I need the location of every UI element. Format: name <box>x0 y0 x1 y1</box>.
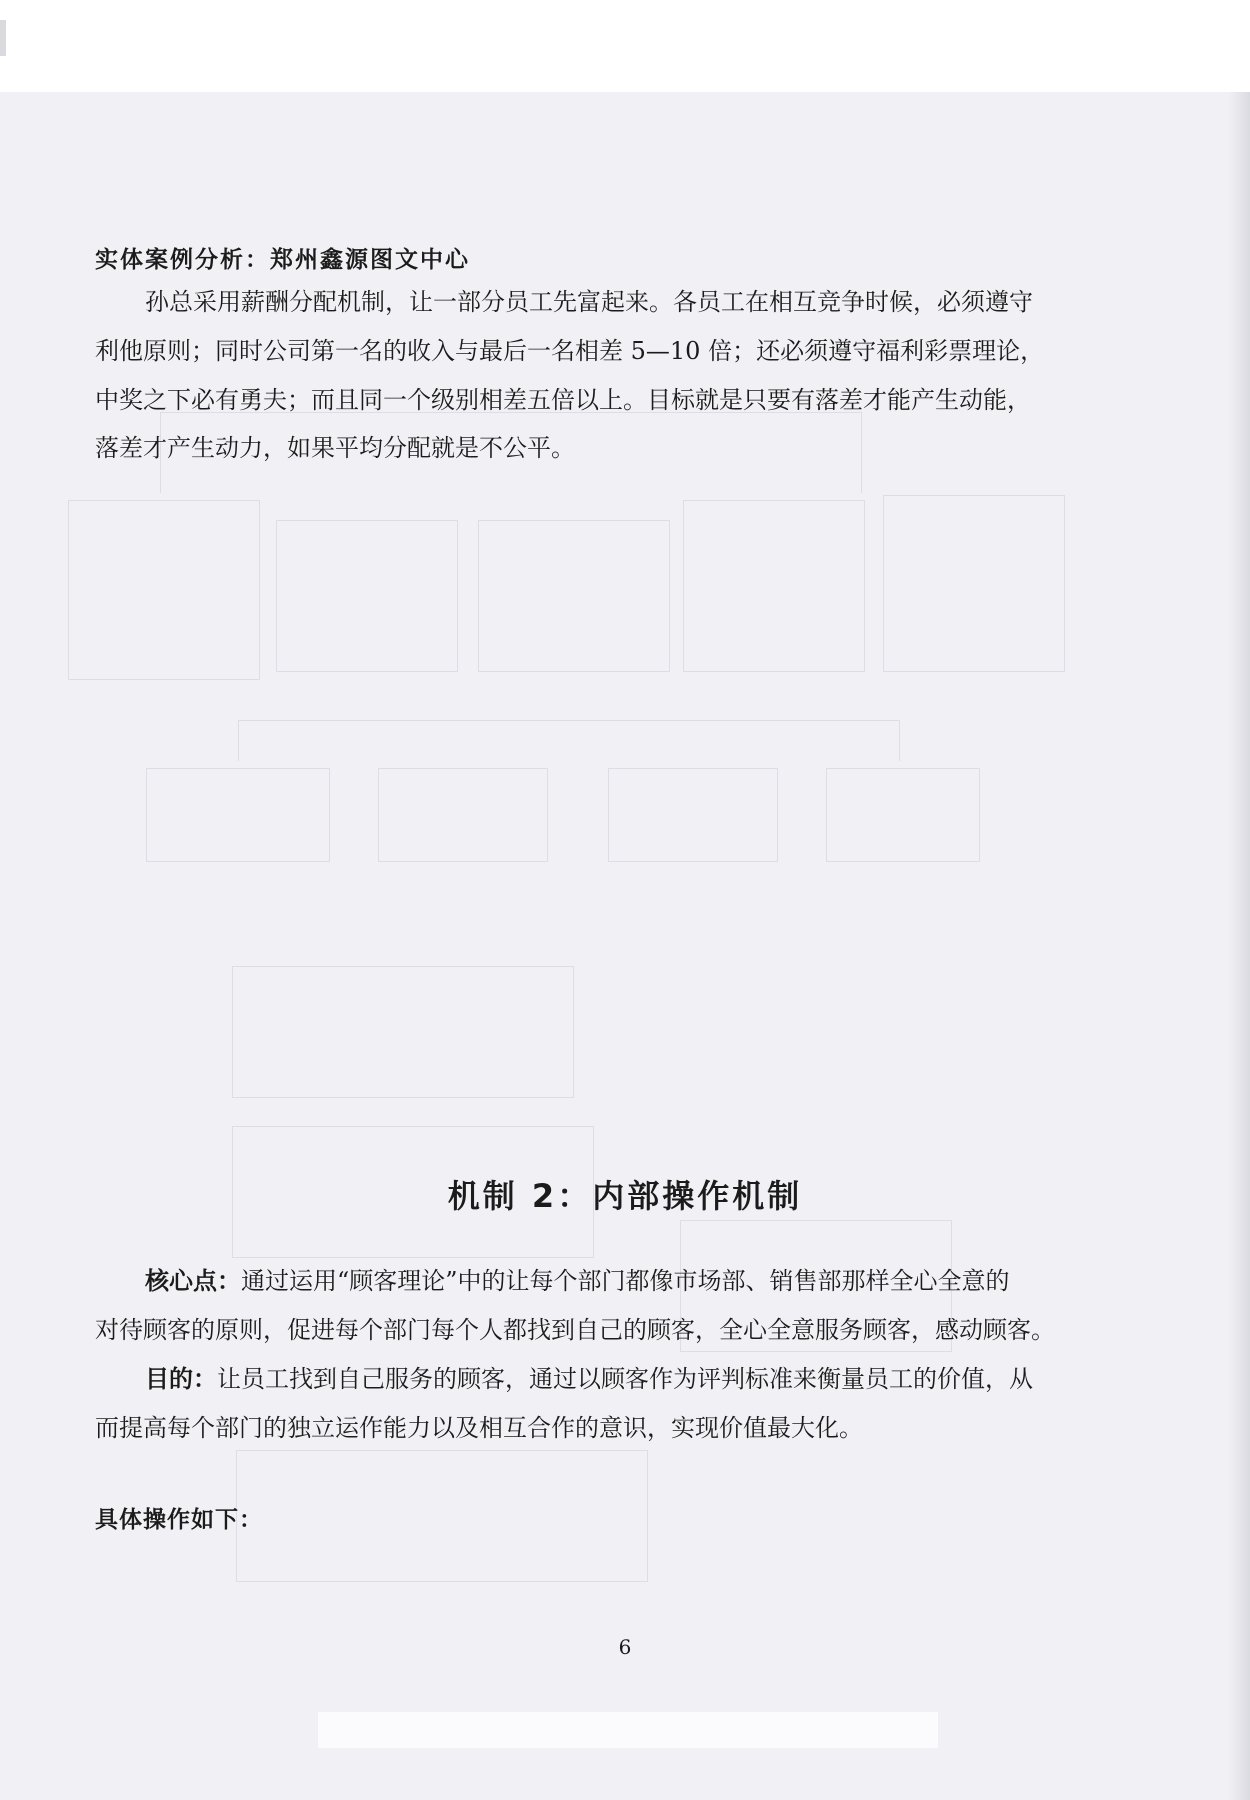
scan-top-margin <box>0 0 1250 92</box>
case-paragraph-line-4: 落差才产生动力，如果平均分配就是不公平。 <box>95 434 575 462</box>
operations-title: 具体操作如下： <box>95 1507 263 1533</box>
case-paragraph-line-2: 利他原则；同时公司第一名的收入与最后一名相差 5—10 倍；还必须遵守福利彩票理论， <box>95 337 1045 365</box>
case-analysis-title: 实体案例分析：郑州鑫源图文中心 <box>95 247 470 273</box>
scan-edge-mark <box>0 20 6 56</box>
core-point-line-2: 对待顾客的原则，促进每个部门每个人都找到自己的顾客，全心全意服务顾客，感动顾客。 <box>95 1316 1055 1344</box>
section-title: 机制 2：内部操作机制 <box>447 1177 803 1215</box>
purpose-text-1: 让员工找到自己服务的顾客，通过以顾客作为评判标准来衡量员工的价值，从 <box>217 1365 1033 1393</box>
core-point-line-1 <box>145 1263 1010 1299</box>
core-point-label: 核心点： <box>145 1267 241 1295</box>
core-point-text-1: 通过运用“顾客理论”中的让每个部门都像市场部、销售部那样全心全意的 <box>241 1267 1010 1295</box>
purpose-line-1 <box>145 1361 1033 1397</box>
case-paragraph-line-1: 孙总采用薪酬分配机制，让一部分员工先富起来。各员工在相互竞争时候，必须遵守 <box>145 288 1033 316</box>
purpose-line-2: 而提高每个部门的独立运作能力以及相互合作的意识，实现价值最大化。 <box>95 1414 863 1442</box>
case-paragraph-line-3: 中奖之下必有勇夫；而且同一个级别相差五倍以上。目标就是只要有落差才能产生动能， <box>95 386 1031 414</box>
purpose-label: 目的： <box>145 1365 217 1393</box>
page-edge-shadow <box>1228 92 1250 1800</box>
scan-bottom-strip <box>318 1712 938 1748</box>
page-number: 6 <box>618 1635 632 1659</box>
